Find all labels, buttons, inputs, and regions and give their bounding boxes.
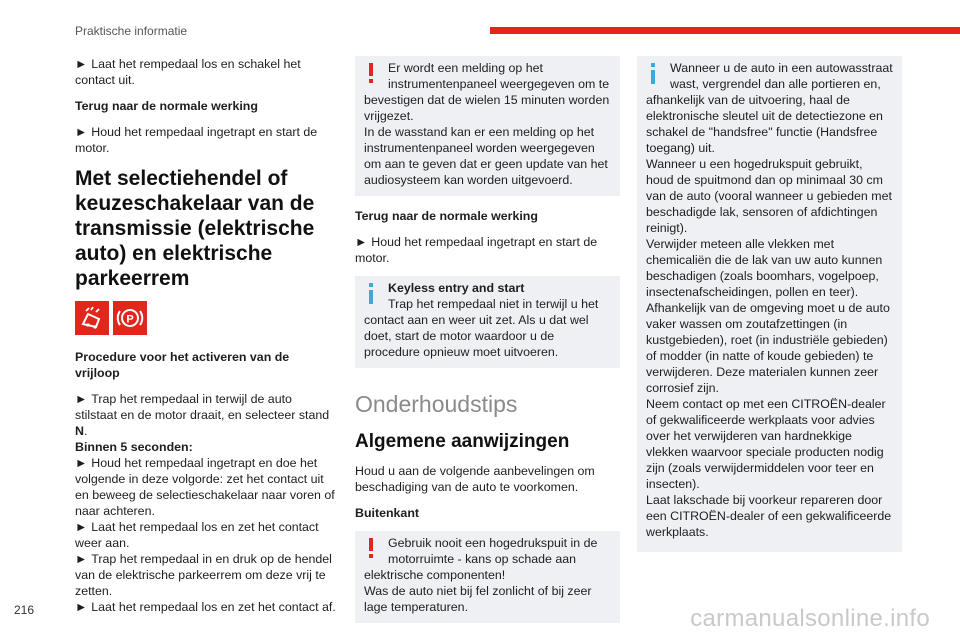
paragraph: Houd u aan de volgende aanbevelingen om beschadiging van de auto te voorkomen. [355,464,595,494]
arrow-bullet-icon: ► [355,235,368,249]
arrow-bullet-icon: ► [75,57,88,71]
subheading: Terug naar de normale werking [355,209,538,223]
car-wash-icon [75,301,109,335]
subheading: Buitenkant [355,506,420,520]
paragraph: ► Laat het rempedaal los en schakel het contact uit. [75,57,301,87]
procedure-steps: ► Trap het rempedaal in terwijl de auto stilstaat en de motor draait, en selecteer stand N. Binnen 5 seconden: ► Houd het rempedaal ingetrapt en doe het volgende in deze volgorde: zet het contact uit en beweeg de selectieschakelaar naar voren of naar achteren. ► Laat het rempedaal los en zet het contact weer aan. ► Trap het rempedaal in en druk op de hendel van de elektrische parkeerrem om deze vrij te zetten. ► Laat het rempedaal los en zet het contact af. [75,392,336,614]
warning-icon [366,63,376,85]
arrow-bullet-icon: ► [75,392,88,406]
subheading: Terug naar de normale werking [75,99,258,113]
section-title: Onderhoudstips [355,391,518,417]
arrow-bullet-icon: ► [75,552,88,566]
column-3 [637,56,902,564]
section-heading: Algemene aanwijzingen [355,431,570,452]
parking-brake-icon [113,301,147,335]
icon-row [75,301,337,335]
paragraph: ► Houd het rempedaal ingetrapt en start de motor. [75,125,318,155]
info-icon [366,283,376,305]
info-icon [648,63,658,85]
info-box: Wanneer u de auto in een autowasstraat wast, vergrendel dan alle portieren en, afhankelijk van de uitvoering, haal de elektronische sleutel uit de detectiezone en schakel de "handsfree" functie (Handsfree toegang) uit. Wanneer u een hogedrukspuit gebruikt, houd de spuitmond dan op minimaal 30 cm van de auto (vooral wanneer u gebieden met beschadigde lak, sensoren of afdichtingen reinigt). Verwijder meteen alle vlekken met chemicaliën die de lak van uw auto kunnen beschadigen (zoals boomhars, vogelpoep, insectenafscheidingen, pollen en teer). Afhankelijk van de omgeving moet u de auto vaker wassen om zoutafzettingen (in kustgebieden), roet (in industriële gebieden) of modder (in natte of koude gebieden) te verwijderen. Deze materialen kunnen zeer corrosief zijn. Neem contact op met een CITROËN-dealer of gekwalificeerde werkplaats voor advies over het verwijderen van hardnekkige vlekken waarvoor speciale producten nodig zijn (zoals verwijdermiddelen voor teer en insecten). Laat lakschade bij voorkeur repareren door een CITROËN-dealer of een gekwalificeerde werkplaats. [637,56,902,552]
subheading: Procedure voor het activeren van de vrijloop [75,350,290,380]
column-2 [355,56,620,635]
column-1 [75,56,337,615]
warning-icon [366,538,376,560]
info-box: Keyless entry and start Trap het rempedaal niet in terwijl u het contact aan en weer uit zet. Als u dat wel doet, start de motor waardoor u de procedure opnieuw moet uitvoeren. [355,276,620,368]
watermark: carmanualsonline.info [690,605,930,632]
warning-box: Er wordt een melding op het instrumentenpaneel weergegeven om te bevestigen dat de wielen 15 minuten worden vrijgezet. In de wasstand kan er een melding op het instrumentenpaneel worden weergegeven om aan te geven dat er geen update van het audiosysteem kan worden uitgevoerd. [355,56,620,196]
arrow-bullet-icon: ► [75,520,88,534]
header-accent-bar [490,27,960,34]
arrow-bullet-icon: ► [75,456,88,470]
page-number: 216 [14,603,35,617]
arrow-bullet-icon: ► [75,125,88,139]
svg-text:P: P [126,313,134,326]
page-header-title: Praktische informatie [75,24,188,38]
section-heading: Met selectiehendel of keuzeschakelaar van de transmissie (elektrische auto) en elektrische parkeerrem [75,167,315,290]
warning-box: Gebruik nooit een hogedrukspuit in de motorruimte - kans op schade aan elektrische componenten! Was de auto niet bij fel zonlicht of bij zeer lage temperaturen. [355,531,620,623]
paragraph: ► Houd het rempedaal ingetrapt en start de motor. [355,235,598,265]
arrow-bullet-icon: ► [75,600,88,614]
step-note: Binnen 5 seconden: [75,440,193,454]
